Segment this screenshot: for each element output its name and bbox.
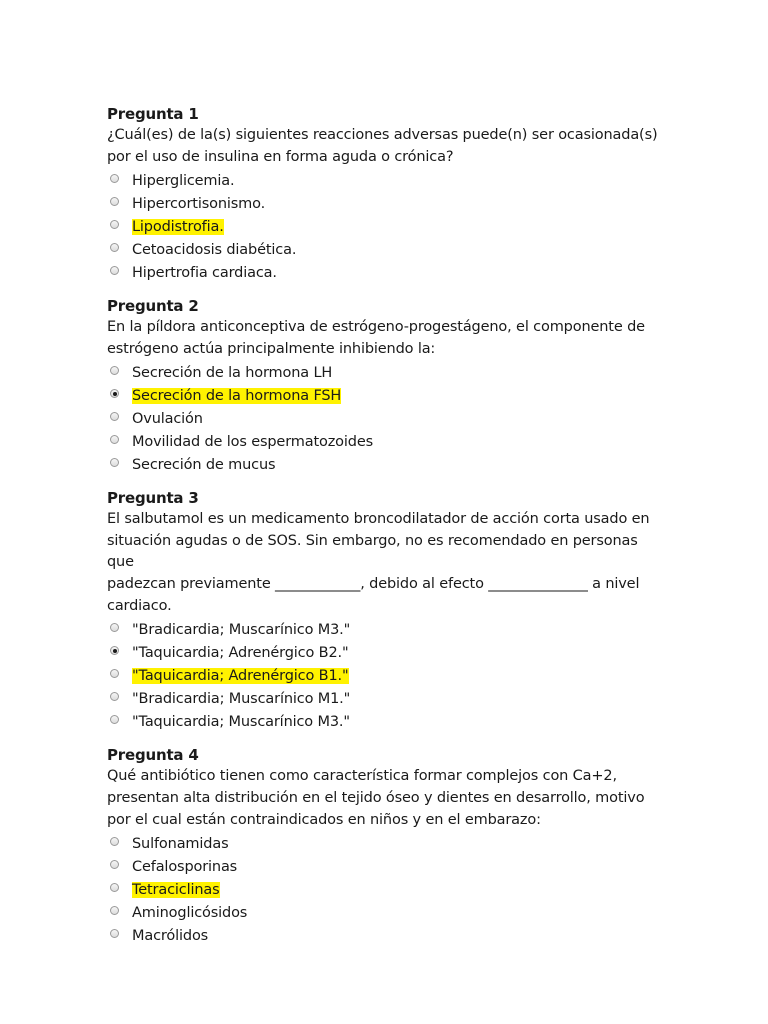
answer-option[interactable] bbox=[107, 215, 667, 238]
radio-checked-icon[interactable] bbox=[110, 646, 119, 655]
question-text-line: ¿Cuál(es) de la(s) siguientes reacciones adversas puede(n) ser ocasionada(s) bbox=[107, 127, 658, 143]
answer-option[interactable] bbox=[107, 664, 667, 687]
answer-option[interactable] bbox=[107, 878, 667, 901]
answer-option[interactable] bbox=[107, 687, 667, 710]
answer-option[interactable] bbox=[107, 169, 667, 192]
radio-unchecked-icon[interactable] bbox=[110, 435, 119, 444]
radio-unchecked-icon[interactable] bbox=[110, 197, 119, 206]
question-text-line: El salbutamol es un medicamento broncodilatador de acción corta usado en bbox=[107, 511, 650, 527]
question-text-line: estrógeno actúa principalmente inhibiendo la: bbox=[107, 341, 436, 357]
question-title: Pregunta 4 bbox=[107, 746, 199, 764]
question-block bbox=[107, 745, 667, 947]
question-text-line: por el cual están contraindicados en niños y en el embarazo: bbox=[107, 812, 541, 828]
answer-options bbox=[107, 832, 667, 947]
question-title: Pregunta 3 bbox=[107, 489, 199, 507]
question-title: Pregunta 2 bbox=[107, 297, 199, 315]
answer-option[interactable] bbox=[107, 361, 667, 384]
radio-unchecked-icon[interactable] bbox=[110, 669, 119, 678]
answer-option-label: Aminoglicósidos bbox=[132, 904, 248, 921]
radio-unchecked-icon[interactable] bbox=[110, 458, 119, 467]
answer-option[interactable] bbox=[107, 384, 667, 407]
question-block bbox=[107, 104, 667, 284]
answer-option[interactable] bbox=[107, 238, 667, 261]
answer-option-label: Sulfonamidas bbox=[132, 835, 229, 852]
answer-option-label: Macrólidos bbox=[132, 927, 209, 944]
question-text-line: En la píldora anticonceptiva de estrógeno-progestágeno, el componente de bbox=[107, 319, 645, 335]
radio-unchecked-icon[interactable] bbox=[110, 412, 119, 421]
answer-option-label-highlighted: Tetraciclinas bbox=[132, 881, 220, 898]
answer-option-label: Ovulación bbox=[132, 410, 203, 427]
question-text-line: Qué antibiótico tienen como característica formar complejos con Ca+2, bbox=[107, 768, 617, 784]
radio-unchecked-icon[interactable] bbox=[110, 715, 119, 724]
answer-options bbox=[107, 618, 667, 733]
question-text-line: por el uso de insulina en forma aguda o crónica? bbox=[107, 149, 454, 165]
answer-option[interactable] bbox=[107, 618, 667, 641]
answer-option[interactable] bbox=[107, 710, 667, 733]
radio-unchecked-icon[interactable] bbox=[110, 929, 119, 938]
answer-option[interactable] bbox=[107, 641, 667, 664]
answer-option-label-highlighted: Secreción de la hormona FSH bbox=[132, 387, 342, 404]
answer-option[interactable] bbox=[107, 407, 667, 430]
answer-options bbox=[107, 361, 667, 476]
radio-unchecked-icon[interactable] bbox=[110, 366, 119, 375]
answer-option[interactable] bbox=[107, 832, 667, 855]
answer-option-label: "Bradicardia; Muscarínico M1." bbox=[132, 690, 351, 707]
question-text-line: situación agudas o de SOS. Sin embargo, no es recomendado en personas que bbox=[107, 533, 638, 570]
answer-option-label: "Taquicardia; Adrenérgico B2." bbox=[132, 644, 349, 661]
answer-option[interactable] bbox=[107, 901, 667, 924]
radio-unchecked-icon[interactable] bbox=[110, 883, 119, 892]
answer-option-label: Movilidad de los espermatozoides bbox=[132, 433, 374, 450]
answer-options bbox=[107, 169, 667, 284]
answer-option-label: Hipercortisonismo. bbox=[132, 195, 266, 212]
answer-option-label-highlighted: Lipodistrofia. bbox=[132, 218, 224, 235]
radio-unchecked-icon[interactable] bbox=[110, 906, 119, 915]
answer-option-label: "Taquicardia; Muscarínico M3." bbox=[132, 713, 350, 730]
question-text-line: padezcan previamente ____________, debido al efecto ______________ a nivel bbox=[107, 576, 640, 592]
answer-option-label: Cetoacidosis diabética. bbox=[132, 241, 297, 258]
answer-option-label: Secreción de la hormona LH bbox=[132, 364, 333, 381]
answer-option[interactable] bbox=[107, 430, 667, 453]
radio-unchecked-icon[interactable] bbox=[110, 692, 119, 701]
question-text-line: presentan alta distribución en el tejido óseo y dientes en desarrollo, motivo bbox=[107, 790, 645, 806]
question-text-line: cardiaco. bbox=[107, 598, 172, 614]
answer-option-label: "Bradicardia; Muscarínico M3." bbox=[132, 621, 351, 638]
answer-option[interactable] bbox=[107, 261, 667, 284]
radio-unchecked-icon[interactable] bbox=[110, 837, 119, 846]
answer-option-label: Secreción de mucus bbox=[132, 456, 276, 473]
radio-unchecked-icon[interactable] bbox=[110, 860, 119, 869]
radio-unchecked-icon[interactable] bbox=[110, 623, 119, 632]
answer-option-label: Cefalosporinas bbox=[132, 858, 238, 875]
answer-option-label: Hiperglicemia. bbox=[132, 172, 235, 189]
quiz-document bbox=[107, 104, 667, 959]
radio-unchecked-icon[interactable] bbox=[110, 266, 119, 275]
answer-option[interactable] bbox=[107, 192, 667, 215]
question-title: Pregunta 1 bbox=[107, 105, 199, 123]
radio-unchecked-icon[interactable] bbox=[110, 174, 119, 183]
answer-option-label: Hipertrofia cardiaca. bbox=[132, 264, 277, 281]
answer-option-label-highlighted: "Taquicardia; Adrenérgico B1." bbox=[132, 667, 349, 684]
radio-unchecked-icon[interactable] bbox=[110, 243, 119, 252]
radio-checked-icon[interactable] bbox=[110, 389, 119, 398]
question-block bbox=[107, 296, 667, 476]
answer-option[interactable] bbox=[107, 924, 667, 947]
question-block bbox=[107, 488, 667, 733]
radio-unchecked-icon[interactable] bbox=[110, 220, 119, 229]
answer-option[interactable] bbox=[107, 453, 667, 476]
answer-option[interactable] bbox=[107, 855, 667, 878]
